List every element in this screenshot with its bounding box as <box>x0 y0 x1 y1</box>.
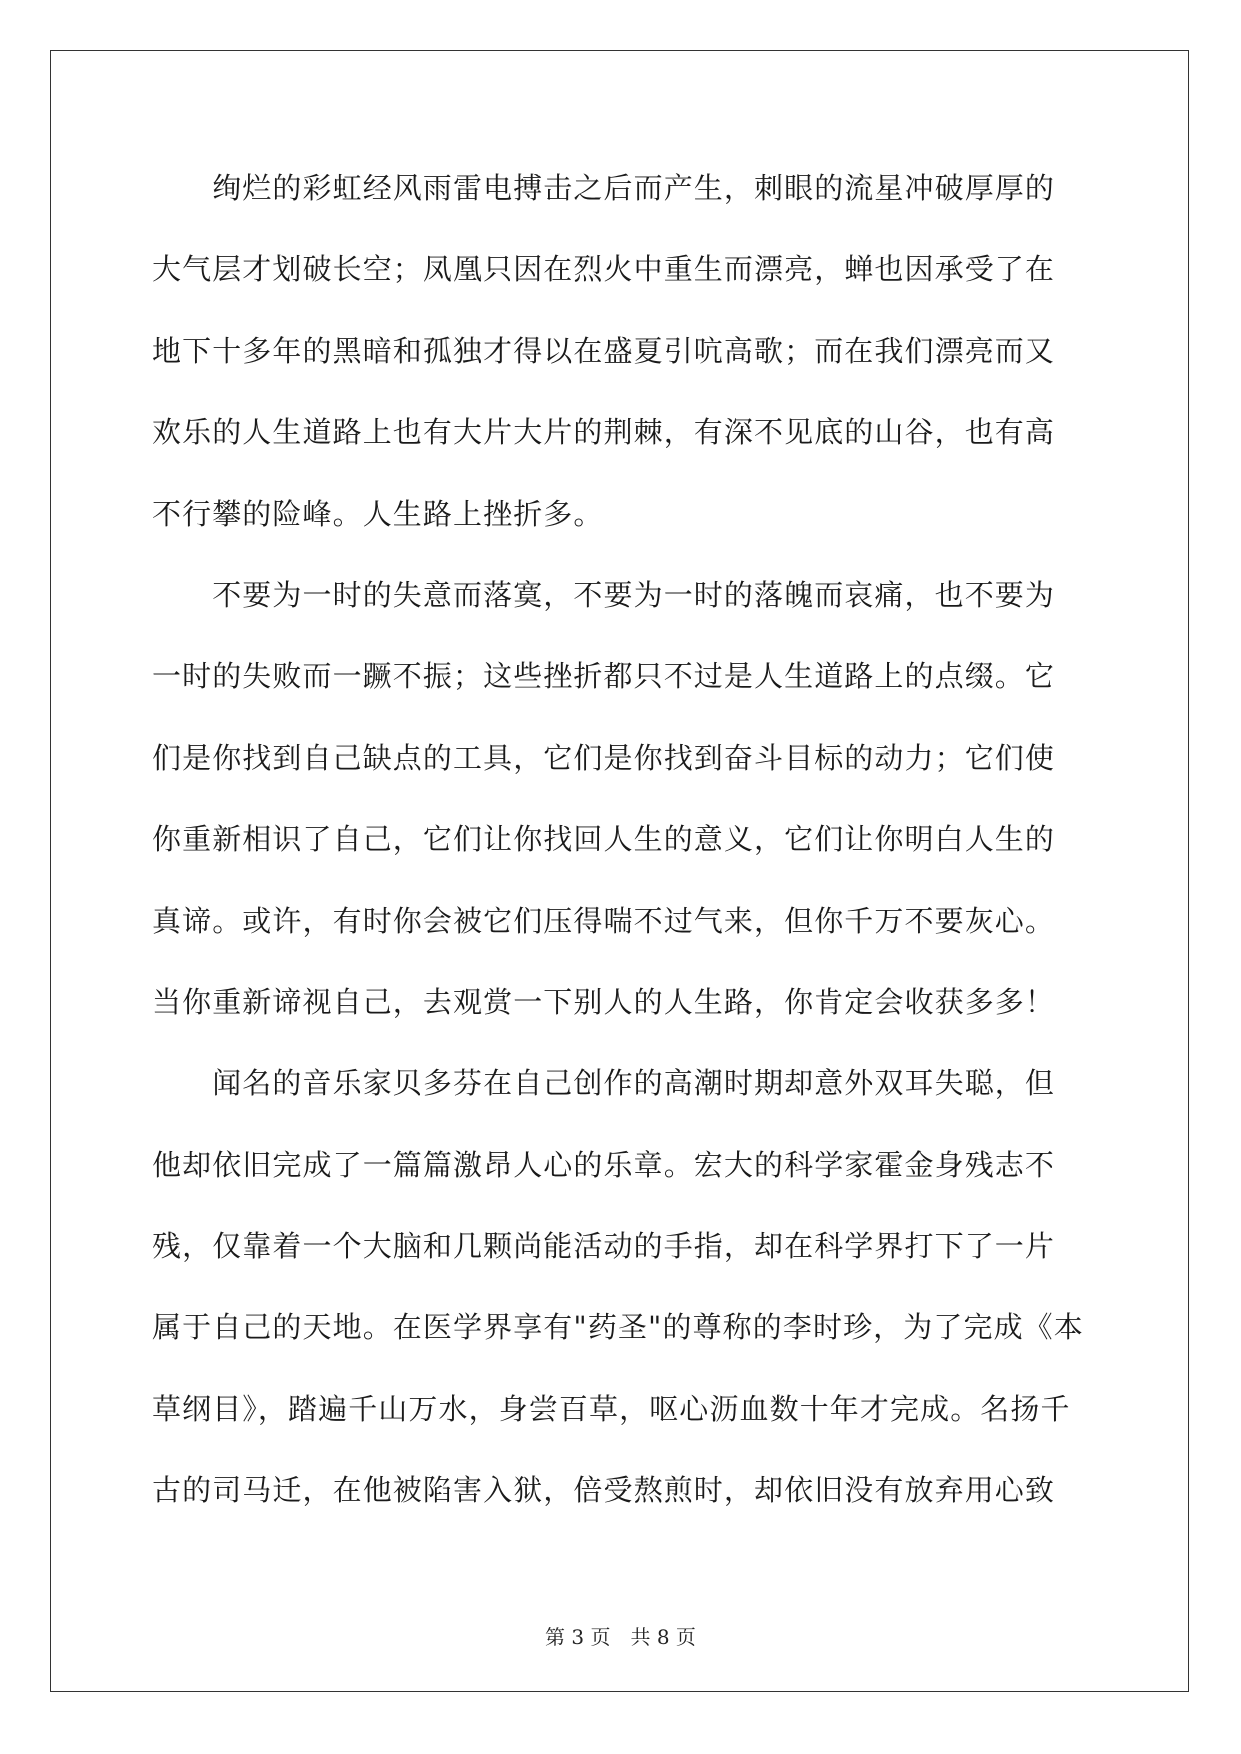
text-line: 地下十多年的黑暗和孤独才得以在盛夏引吭高歌；而在我们漂亮而又 <box>152 333 1056 368</box>
text-line: 属于自己的天地。在医学界享有"药圣"的尊称的李时珍，为了完成《本 <box>152 1310 1084 1345</box>
text-line: 绚烂的彩虹经风雨雷电搏击之后而产生，刺眼的流星冲破厚厚的 <box>152 171 1056 205</box>
text-line: 闻名的音乐家贝多芬在自己创作的高潮时期却意外双耳失聪，但 <box>152 1066 1056 1101</box>
text-line: 们是你找到自己缺点的工具，它们是你找到奋斗目标的动力；它们使 <box>152 740 1056 775</box>
text-line: 当你重新谛视自己，去观赏一下别人的人生路，你肯定会收获多多！ <box>152 984 1056 1019</box>
page-number: 第 3 页 共 8 页 <box>545 1625 696 1649</box>
text-line: 你重新相识了自己，它们让你找回人生的意义，它们让你明白人生的 <box>152 822 1056 857</box>
text-line: 不行攀的险峰。人生路上挫折多。 <box>152 496 604 531</box>
text-line: 大气层才划破长空；凤凰只因在烈火中重生而漂亮，蝉也因承受了在 <box>152 252 1056 287</box>
text-line: 古的司马迁，在他被陷害入狱，倍受熬煎时，却依旧没有放弃用心致 <box>152 1473 1056 1508</box>
text-line: 残，仅靠着一个大脑和几颗尚能活动的手指，却在科学界打下了一片 <box>152 1229 1056 1264</box>
text-line: 草纲目》，踏遍千山万水，身尝百草，呕心沥血数十年才完成。名扬千 <box>152 1391 1071 1426</box>
document-body <box>152 157 1087 1541</box>
text-line: 他却依旧完成了一篇篇激昂人心的乐章。宏大的科学家霍金身残志不 <box>152 1147 1056 1182</box>
text-line: 真谛。或许，有时你会被它们压得喘不过气来，但你千万不要灰心。 <box>152 903 1056 938</box>
text-line: 不要为一时的失意而落寞，不要为一时的落魄而哀痛，也不要为 <box>152 577 1056 612</box>
text-line: 欢乐的人生道路上也有大片大片的荆棘，有深不见底的山谷，也有高 <box>152 415 1056 450</box>
text-line: 一时的失败而一蹶不振；这些挫折都只不过是人生道路上的点缀。它 <box>152 659 1056 694</box>
